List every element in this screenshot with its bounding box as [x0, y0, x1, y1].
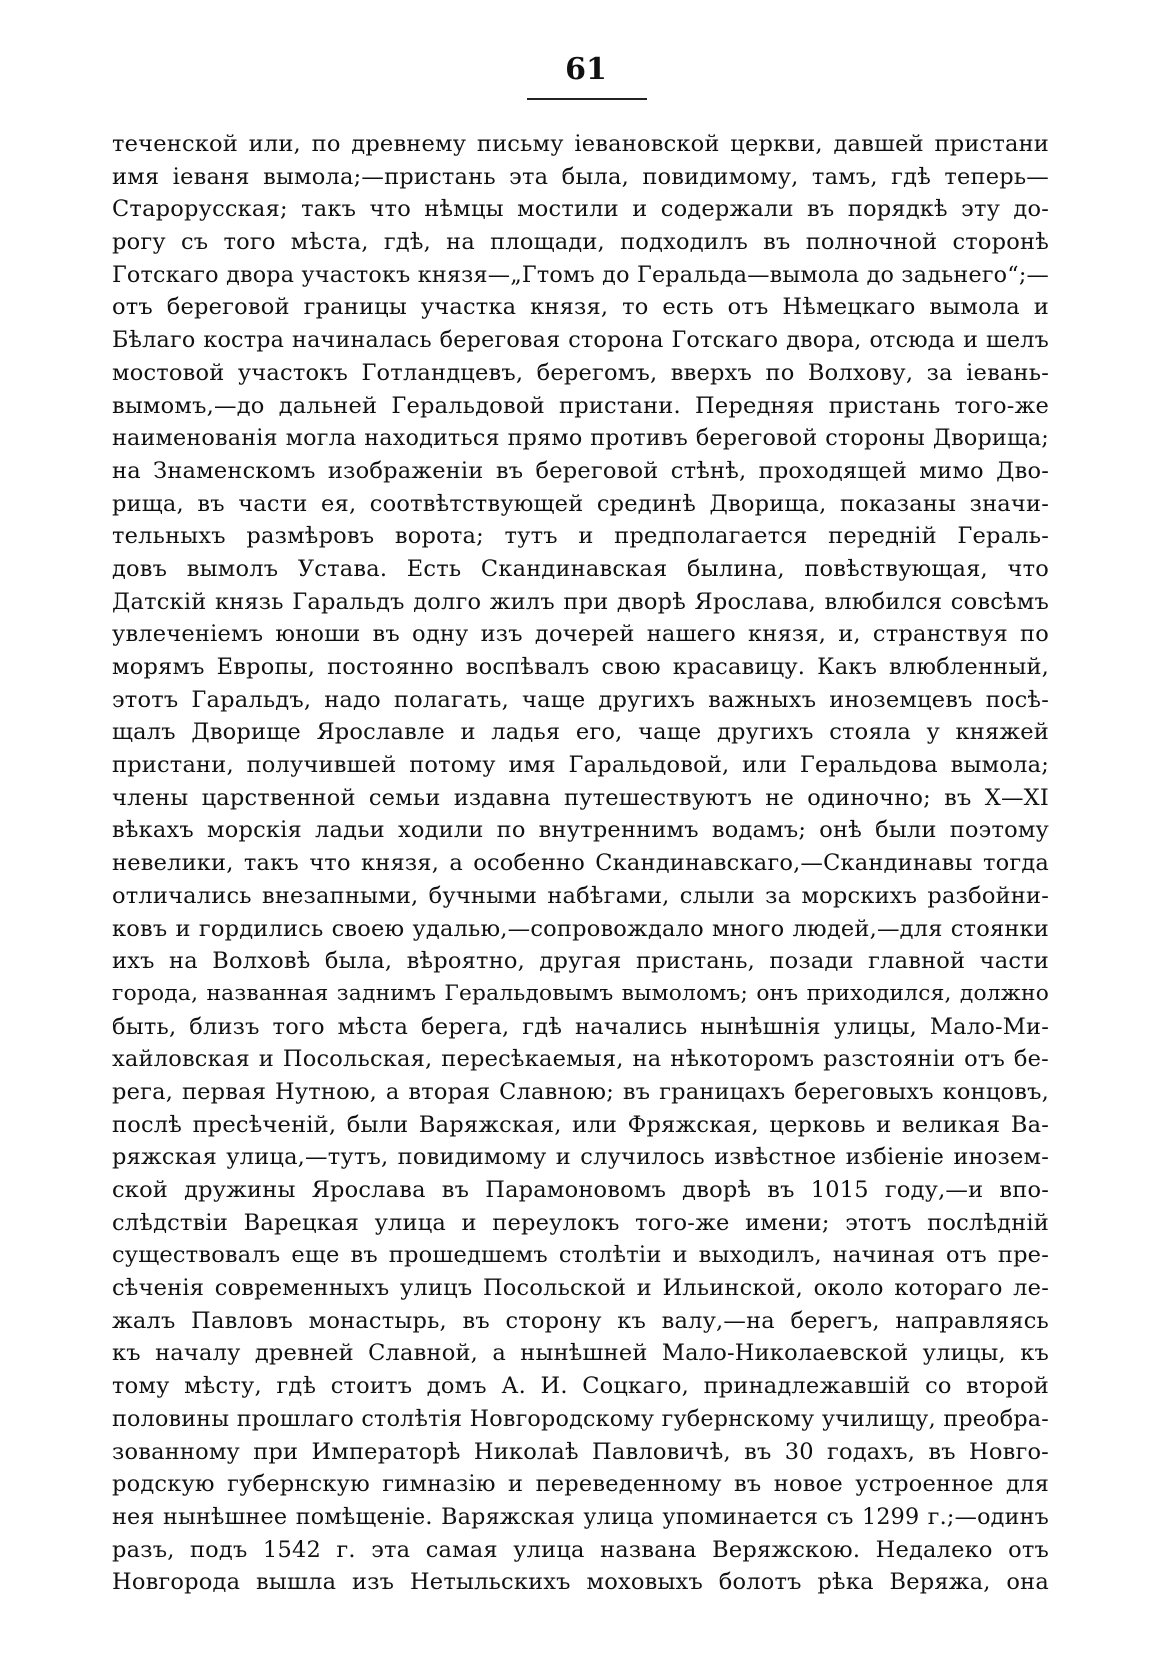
text-line: ковъ и гордились своею удалью,—сопровождало много людей,—для стоянки — [112, 915, 1049, 942]
text-line: ихъ на Волховѣ была, вѣроятно, другая пристань, позади главной части — [112, 948, 1049, 975]
page-number: 61 — [565, 52, 607, 87]
text-line: города, названная заднимъ Геральдовымъ вымоломъ; онъ приходился, должно — [112, 980, 1049, 1006]
text-line: теченской или, по древнему письму іевановской церкви, давшей пристани — [112, 131, 1049, 157]
text-line: къ началу древней Славной, а нынѣшней Мало-Николаевской улицы, къ — [112, 1340, 1049, 1367]
text-line: Датскій князь Гаральдъ долго жилъ при дворѣ Ярослава, влюбился совсѣмъ — [112, 588, 1049, 615]
text-line: Новгорода вышла изъ Нетыльскихъ моховыхъ болотъ рѣка Веряжа, она — [112, 1569, 1049, 1596]
text-line: наименованія могла находиться прямо противъ береговой стороны Дворища; — [112, 425, 1049, 452]
text-line: рища, въ части ея, соотвѣтствующей срединѣ Дворища, показаны значи- — [112, 490, 1049, 517]
text-line: морямъ Европы, постоянно воспѣвалъ свою красавицу. Какъ влюбленный, — [112, 654, 1049, 680]
text-line: сѣченія современныхъ улицъ Посольской и Ильинской, около котораго ле- — [112, 1275, 1049, 1302]
text-line: отъ береговой границы участка князя, то есть отъ Нѣмецкаго вымола и — [112, 294, 1049, 321]
text-line: вѣкахъ морскія ладьи ходили по внутреннимъ водамъ; онѣ были поэтому — [112, 817, 1049, 844]
text-line: вымомъ,—до дальней Геральдовой пристани. Передняя пристань того-же — [112, 392, 1049, 419]
text-line: члены царственной семьи издавна путешествуютъ не одиночно; въ X—XI — [112, 784, 1049, 811]
text-line: отличались внезапными, бучными набѣгами, слыли за морскихъ разбойни- — [112, 882, 1049, 909]
page-number-rule — [527, 98, 647, 100]
text-line: этотъ Гаральдъ, надо полагать, чаще другихъ важныхъ иноземцевъ посѣ- — [112, 686, 1049, 713]
text-line: слѣдствіи Варецкая улица и переулокъ того-же имени; этотъ послѣдній — [112, 1209, 1049, 1236]
text-line: тому мѣсту, гдѣ стоитъ домъ А. И. Соцкаго, принадлежавшій со второй — [112, 1373, 1049, 1400]
text-line: на Знаменскомъ изображеніи въ береговой стѣнѣ, проходящей мимо Дво- — [112, 457, 1049, 484]
text-line: увлеченіемъ юноши въ одну изъ дочерей нашего князя, и, странствуя по — [112, 621, 1049, 648]
text-line: рогу съ того мѣста, гдѣ, на площади, подходилъ въ полночной сторонѣ — [112, 229, 1049, 256]
text-line: Готскаго двора участокъ князя—„Гтомъ до Геральда—вымола до задьнего“;— — [112, 261, 1049, 288]
text-line: зованному при Императорѣ Николаѣ Павловичѣ, въ 30 годахъ, въ Новго- — [112, 1438, 1049, 1465]
text-line: Бѣлаго костра начиналась береговая сторона Готскаго двора, отсюда и шелъ — [112, 327, 1049, 354]
text-line: рега, первая Нутною, а вторая Славною; въ границахъ береговыхъ концовъ, — [112, 1078, 1049, 1105]
text-line: ряжская улица,—тутъ, повидимому и случилось извѣстное избіеніе инозем- — [112, 1144, 1049, 1171]
text-line: Старорусская; такъ что нѣмцы мостили и содержали въ порядкѣ эту до- — [112, 196, 1049, 223]
text-line: довъ вымолъ Устава. Есть Скандинавская былина, повѣствующая, что — [112, 555, 1049, 582]
body-text — [112, 128, 1049, 1599]
text-line: имя іеваня вымола;—пристань эта была, повидимому, тамъ, гдѣ теперь— — [112, 163, 1049, 190]
text-line: родскую губернскую гимназію и переведенному въ новое устроенное для — [112, 1471, 1049, 1498]
text-line: разъ, подъ 1542 г. эта самая улица названа Веряжскою. Недалеко отъ — [112, 1536, 1049, 1563]
text-line: невелики, такъ что князя, а особенно Скандинавскаго,—Скандинавы тогда — [112, 850, 1049, 877]
text-line: быть, близъ того мѣста берега, гдѣ начались нынѣшнія улицы, Мало-Ми- — [112, 1013, 1049, 1040]
text-line: пристани, получившей потому имя Гаральдовой, или Геральдова вымола; — [112, 752, 1049, 779]
text-line: половины прошлаго столѣтія Новгородскому губернскому училищу, преобра- — [112, 1405, 1049, 1432]
text-line: существовалъ еще въ прошедшемъ столѣтіи и выходилъ, начиная отъ пре- — [112, 1242, 1049, 1269]
text-line: послѣ пресѣченій, были Варяжская, или Фряжская, церковь и великая Ва- — [112, 1111, 1049, 1138]
text-line: хайловская и Посольская, пересѣкаемыя, на нѣкоторомъ разстояніи отъ бе- — [112, 1046, 1049, 1073]
text-line: мостовой участокъ Готландцевъ, берегомъ, вверхъ по Волхову, за іевань- — [112, 359, 1049, 386]
text-line: ской дружины Ярослава въ Парамоновомъ дворѣ въ 1015 году,—и впо- — [112, 1177, 1049, 1203]
text-line: щалъ Дворище Ярославле и ладья его, чаще другихъ стояла у княжей — [112, 719, 1049, 746]
text-line: жалъ Павловъ монастырь, въ сторону къ валу,—на берегъ, направляясь — [112, 1307, 1049, 1334]
text-line: тельныхъ размѣровъ ворота; тутъ и предполагается передній Гераль- — [112, 523, 1049, 550]
text-line: нея нынѣшнее помѣщеніе. Варяжская улица упоминается съ 1299 г.;—одинъ — [112, 1503, 1049, 1530]
